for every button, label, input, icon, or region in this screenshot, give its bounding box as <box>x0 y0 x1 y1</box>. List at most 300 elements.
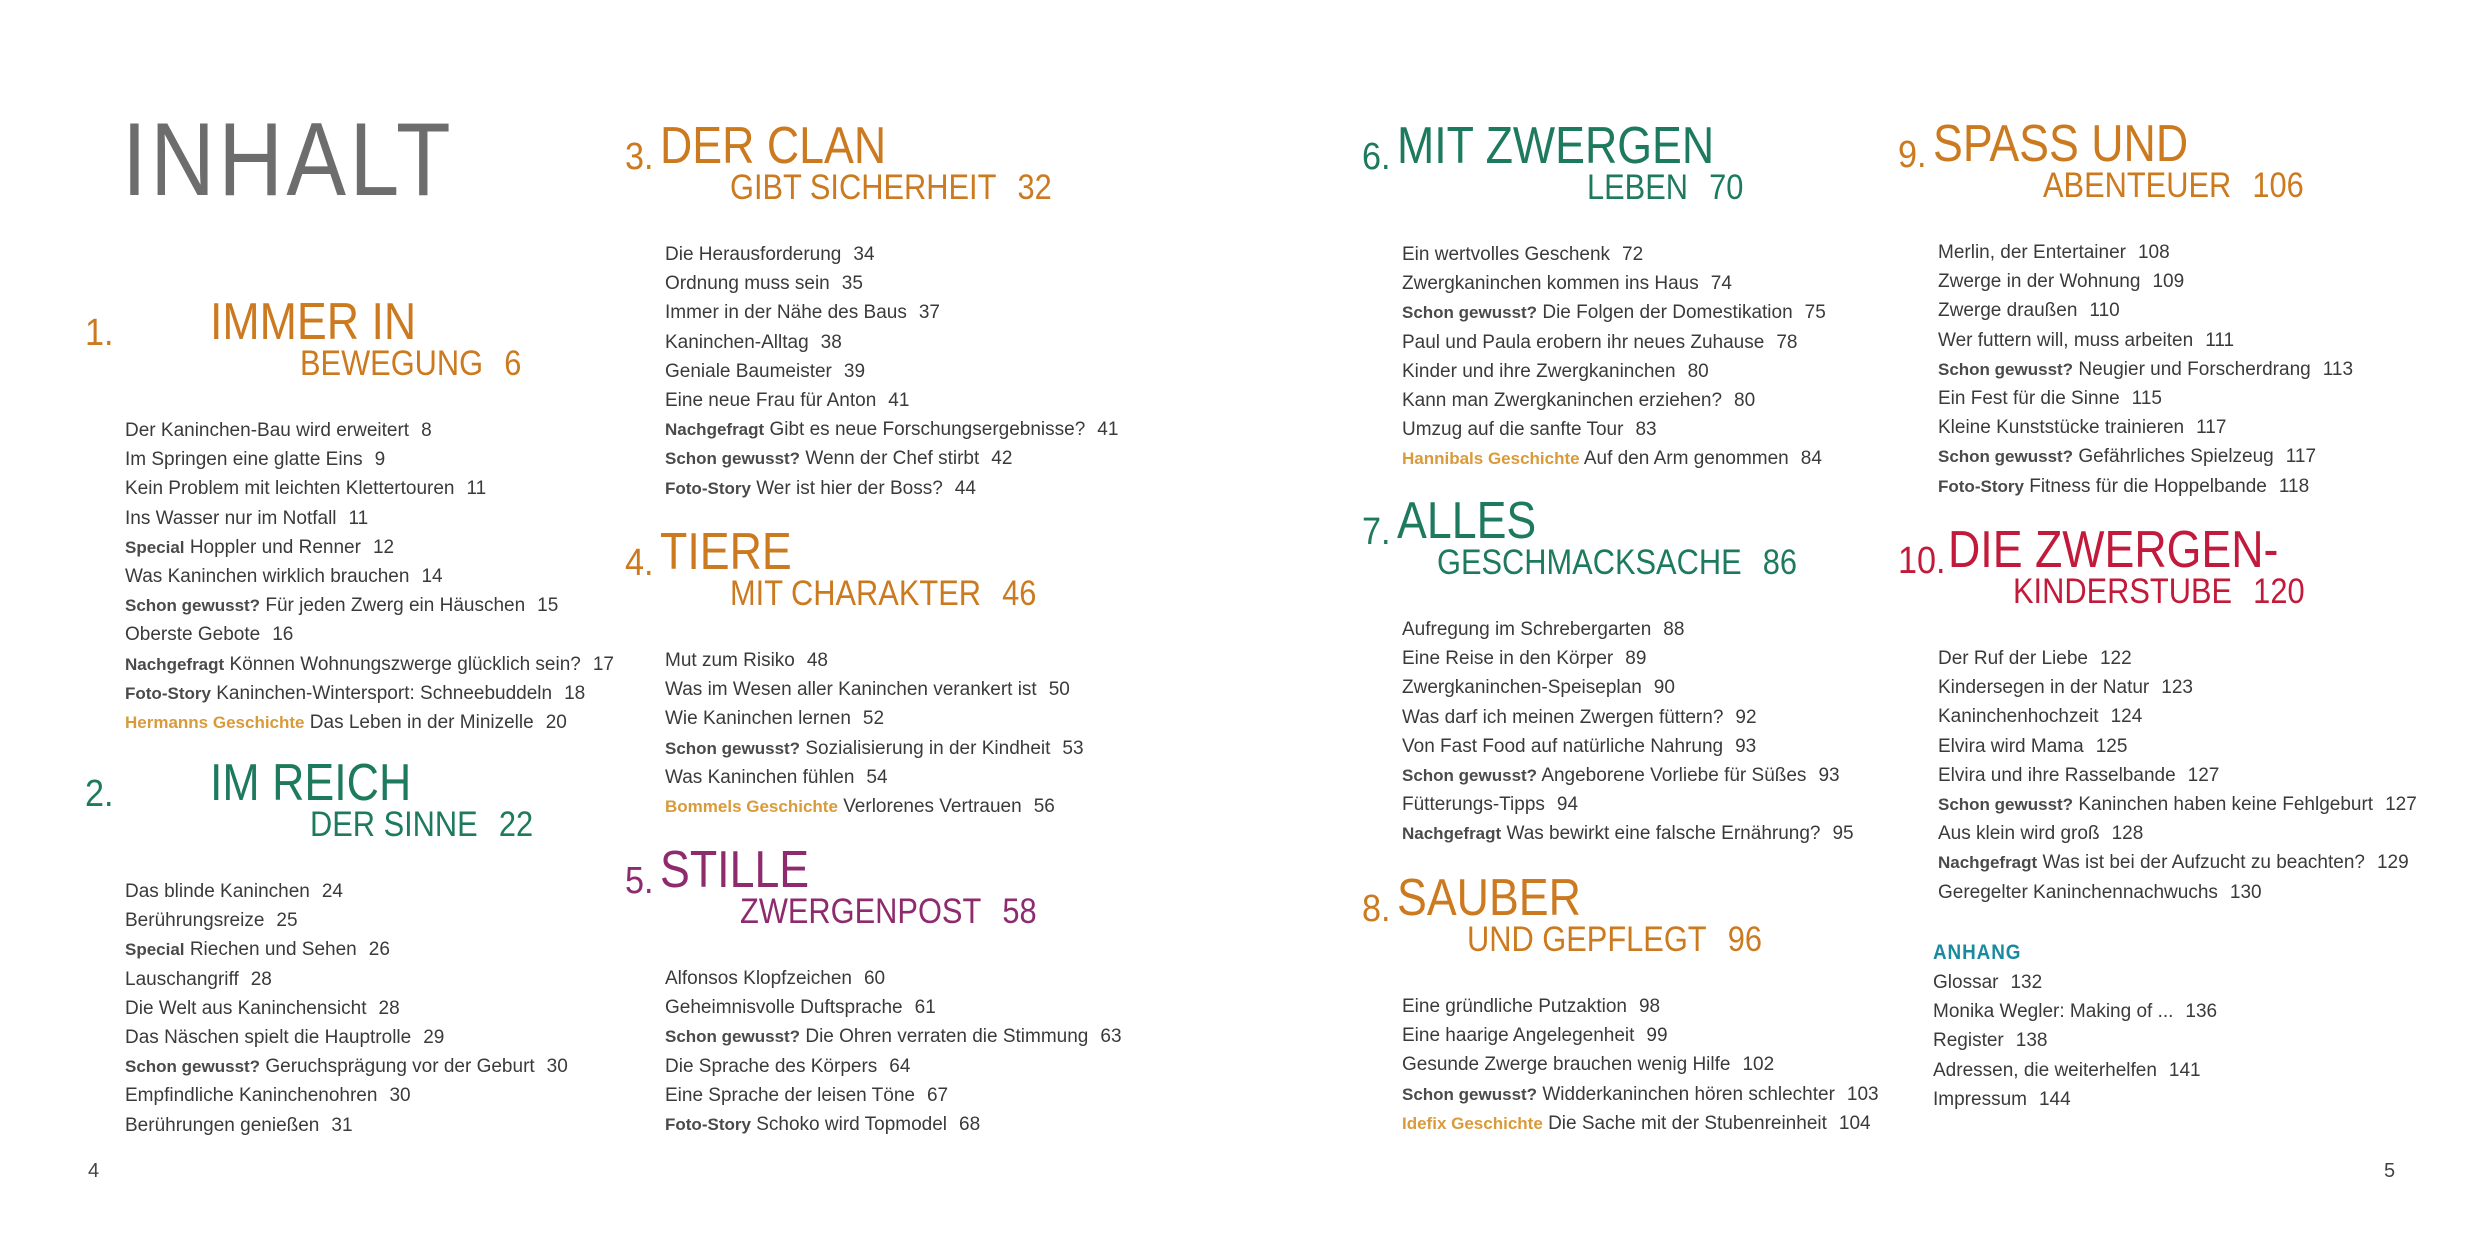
chapter-number: 7. <box>1362 511 1391 553</box>
toc-entry-title: Kein Problem mit leichten Klettertouren <box>125 478 455 500</box>
toc-entry[interactable] <box>125 562 614 591</box>
toc-entry-page: 14 <box>421 566 443 588</box>
toc-entry[interactable] <box>125 906 568 935</box>
toc-entry[interactable] <box>1402 673 1854 702</box>
toc-entry[interactable] <box>1402 732 1854 761</box>
section-label: Foto-Story <box>665 478 751 498</box>
toc-entry-page: 118 <box>2278 475 2310 497</box>
toc-entry[interactable] <box>1938 790 2417 819</box>
toc-entry[interactable] <box>665 675 1084 704</box>
toc-entry-page: 30 <box>389 1085 411 1107</box>
toc-entry[interactable] <box>665 1110 1122 1139</box>
section-label: Schon gewusst? <box>1938 447 2074 467</box>
appendix-entry[interactable] <box>1933 1056 2217 1085</box>
toc-entry-title: Sozialisierung in der Kindheit <box>805 737 1051 759</box>
chapter-entry-list <box>665 646 1084 821</box>
toc-entry-title: Die Welt aus Kaninchensicht <box>125 997 367 1019</box>
appendix-entry-title: Impressum <box>1933 1088 2027 1110</box>
toc-entry-page: 110 <box>2089 300 2120 322</box>
toc-entry-page: 26 <box>368 939 390 961</box>
toc-entry-title: Kaninchenhochzeit <box>1938 706 2099 728</box>
chapter-number: 9. <box>1898 134 1927 176</box>
chapter-heading[interactable] <box>625 117 1118 240</box>
chapter-heading[interactable] <box>85 293 614 416</box>
chapter-entry-list <box>1938 644 2417 907</box>
toc-entry-title: Hoppler und Renner <box>189 536 361 558</box>
chapter-title-line1: TIERE <box>660 523 792 581</box>
appendix-entry-page: 132 <box>2010 972 2043 993</box>
toc-entry[interactable] <box>1402 328 1826 357</box>
section-label: Schon gewusst? <box>125 596 261 616</box>
toc-entry[interactable] <box>1402 992 1879 1021</box>
toc-entry-title: Kinder und ihre Zwergkaninchen <box>1402 360 1676 382</box>
chapter-title-line1: DIE ZWERGEN- <box>1948 521 2279 579</box>
toc-entry[interactable] <box>1938 384 2353 413</box>
toc-entry-title: Ordnung muss sein <box>665 273 830 295</box>
chapter-title-line2 <box>1587 170 1743 205</box>
toc-entry[interactable] <box>125 533 614 562</box>
chapter-heading[interactable] <box>1898 521 2417 644</box>
toc-entry[interactable] <box>125 877 568 906</box>
chapter-10 <box>1898 521 2417 907</box>
toc-entry-title: Im Springen eine glatte Eins <box>125 449 363 471</box>
chapter-title-line1: MIT ZWERGEN <box>1397 117 1715 175</box>
toc-entry-page: 41 <box>1097 419 1119 441</box>
chapter-number: 5. <box>625 860 654 902</box>
toc-entry-page: 108 <box>2137 242 2170 263</box>
chapter-subtitle: LEBEN <box>1587 168 1689 207</box>
chapter-subtitle: BEWEGUNG <box>300 344 484 383</box>
toc-entry[interactable] <box>665 357 1118 386</box>
toc-entry-page: 95 <box>1832 823 1854 845</box>
toc-entry[interactable] <box>125 679 614 708</box>
toc-entry[interactable] <box>665 646 1084 675</box>
chapter-title-line2 <box>1467 922 1762 957</box>
toc-entry-title: Ins Wasser nur im Notfall <box>125 507 337 529</box>
section-label: Special <box>125 940 185 960</box>
toc-entry[interactable] <box>665 734 1084 763</box>
toc-entry[interactable] <box>1938 819 2417 848</box>
toc-entry-title: Das Leben in der Minizelle <box>309 712 534 734</box>
toc-entry[interactable] <box>1938 296 2353 325</box>
chapter-number: 1. <box>85 312 114 354</box>
story-label: Hermanns Geschichte <box>125 713 305 733</box>
toc-entry[interactable] <box>125 1081 568 1110</box>
toc-entry-page: 72 <box>1622 244 1644 265</box>
appendix-entry-title: Register <box>1933 1030 2004 1052</box>
chapter-title-line1: STILLE <box>660 841 810 899</box>
toc-entry-title: Wenn der Chef stirbt <box>805 448 980 470</box>
toc-entry-title: Die Sache mit der Stubenreinheit <box>1548 1112 1827 1134</box>
chapter-entry-list <box>125 877 568 1140</box>
toc-entry-page: 90 <box>1653 677 1675 699</box>
appendix-entry[interactable] <box>1933 997 2217 1026</box>
chapter-heading[interactable] <box>1898 115 2353 238</box>
chapter-entry-list <box>1402 240 1826 474</box>
chapter-1 <box>85 293 614 737</box>
toc-entry-title: Das blinde Kaninchen <box>125 881 310 902</box>
toc-entry-page: 28 <box>378 997 400 1019</box>
toc-entry-page: 53 <box>1062 737 1084 759</box>
chapter-number: 6. <box>1362 136 1391 178</box>
section-label: Schon gewusst? <box>1938 795 2074 815</box>
toc-entry-page: 16 <box>272 624 294 646</box>
toc-entry-page: 127 <box>2385 794 2417 816</box>
toc-entry-page: 111 <box>2205 329 2235 351</box>
chapter-heading[interactable] <box>1362 492 1854 615</box>
toc-entry[interactable] <box>125 1111 568 1140</box>
chapter-title-line1: SPASS UND <box>1933 115 2189 173</box>
chapter-3 <box>625 117 1119 503</box>
toc-entry-title: Eine gründliche Putzaktion <box>1402 996 1627 1017</box>
toc-entry[interactable] <box>125 591 614 620</box>
chapter-2 <box>85 754 568 1140</box>
appendix-entry[interactable] <box>1933 1026 2217 1055</box>
toc-entry[interactable] <box>1938 878 2417 907</box>
toc-entry[interactable] <box>1938 472 2353 501</box>
toc-entry[interactable] <box>665 1022 1122 1051</box>
chapter-page-number: 106 <box>2252 166 2304 205</box>
chapter-number: 10. <box>1898 540 1946 582</box>
toc-entry-title: Schoko wird Topmodel <box>756 1114 948 1136</box>
chapter-4 <box>625 523 1084 821</box>
toc-entry[interactable] <box>1402 644 1854 673</box>
appendix-heading: ANHANG <box>1933 941 2022 964</box>
toc-entry-title: Was Kaninchen fühlen <box>665 766 855 788</box>
toc-entry-page: 38 <box>820 331 842 353</box>
toc-entry[interactable] <box>665 298 1118 327</box>
toc-entry-title: Zwerge draußen <box>1938 300 2078 322</box>
toc-entry-title: Wer ist hier der Boss? <box>756 477 943 499</box>
appendix-entry-title: Monika Wegler: Making of ... <box>1933 1001 2174 1023</box>
toc-entry[interactable] <box>1938 326 2353 355</box>
toc-entry[interactable] <box>125 994 568 1023</box>
toc-entry-title: Empfindliche Kaninchenohren <box>125 1085 378 1107</box>
toc-entry[interactable] <box>665 1081 1122 1110</box>
section-label: Special <box>125 537 185 557</box>
toc-entry-title: Für jeden Zwerg ein Häuschen <box>265 595 526 617</box>
toc-entry[interactable] <box>665 328 1118 357</box>
chapter-entry-list <box>665 240 1118 503</box>
section-label: Schon gewusst? <box>1402 303 1538 323</box>
toc-entry[interactable] <box>125 650 614 679</box>
toc-entry-page: 93 <box>1735 735 1757 757</box>
chapter-subtitle: UND GEPFLEGT <box>1467 920 1707 959</box>
toc-entry-page: 67 <box>926 1084 949 1106</box>
appendix-entry-page: 141 <box>2168 1059 2201 1081</box>
toc-entry-title: Wie Kaninchen lernen <box>665 708 851 730</box>
appendix-entry-title: Glossar <box>1933 972 1999 993</box>
appendix-entry[interactable] <box>1933 968 2217 997</box>
toc-entry[interactable] <box>1938 238 2353 267</box>
page-number-right: 5 <box>2384 1160 2396 1182</box>
toc-entry[interactable] <box>665 415 1118 444</box>
toc-entry-page: 41 <box>888 390 910 412</box>
toc-entry-page: 31 <box>331 1114 353 1136</box>
toc-entry[interactable] <box>1938 355 2353 384</box>
toc-entry[interactable] <box>1402 1050 1879 1079</box>
toc-entry-title: Was ist bei der Aufzucht zu beachten? <box>2042 852 2365 874</box>
chapter-heading[interactable] <box>1362 117 1826 240</box>
toc-entry[interactable] <box>1938 673 2417 702</box>
toc-entry-page: 25 <box>276 910 298 932</box>
page-number-left: 4 <box>88 1160 100 1182</box>
toc-entry-title: Die Ohren verraten die Stimmung <box>805 1026 1089 1048</box>
chapter-title-line1: IMMER IN <box>210 293 417 351</box>
chapter-6 <box>1362 117 1826 474</box>
toc-entry-page: 102 <box>1742 1054 1775 1076</box>
toc-entry[interactable] <box>1938 848 2417 877</box>
toc-entry[interactable] <box>1938 413 2353 442</box>
chapter-9 <box>1898 115 2354 501</box>
toc-entry-title: Alfonsos Klopfzeichen <box>665 968 852 989</box>
section-label: Schon gewusst? <box>125 1057 261 1077</box>
toc-entry[interactable] <box>665 386 1118 415</box>
toc-entry-page: 64 <box>889 1055 911 1077</box>
toc-entry-title: Eine neue Frau für Anton <box>665 390 877 412</box>
page-title: INHALT <box>122 102 455 218</box>
toc-entry-page: 8 <box>421 420 432 441</box>
toc-entry[interactable] <box>1938 702 2417 731</box>
toc-entry-title: Lauschangriff <box>125 968 239 990</box>
toc-entry-title: Neugier und Forscherdrang <box>2078 358 2311 380</box>
chapter-subtitle: MIT CHARAKTER <box>730 574 981 613</box>
toc-entry-page: 34 <box>853 244 875 265</box>
appendix-entry-page: 136 <box>2185 1001 2218 1023</box>
chapter-subtitle: KINDERSTUBE <box>2013 572 2233 611</box>
toc-entry-page: 18 <box>564 682 586 704</box>
toc-entry-page: 9 <box>374 449 386 471</box>
toc-entry[interactable] <box>1402 415 1826 444</box>
toc-entry-page: 11 <box>466 478 487 500</box>
toc-entry[interactable] <box>665 704 1084 733</box>
section-label: Schon gewusst? <box>1402 766 1538 786</box>
section-label: Nachgefragt <box>1402 824 1502 844</box>
toc-entry-page: 128 <box>2111 823 2144 845</box>
toc-entry-title: Merlin, der Entertainer <box>1938 242 2126 263</box>
toc-entry[interactable] <box>125 965 568 994</box>
toc-entry-page: 20 <box>545 712 567 734</box>
toc-entry[interactable] <box>1402 386 1826 415</box>
chapter-entry-list <box>1402 615 1854 849</box>
chapter-subtitle: ABENTEUER <box>2043 166 2232 205</box>
section-label: Foto-Story <box>125 683 211 703</box>
toc-entry[interactable] <box>125 504 614 533</box>
toc-entry-page: 125 <box>2095 735 2128 757</box>
chapter-title-line2 <box>2013 574 2305 609</box>
toc-entry[interactable] <box>1938 267 2353 296</box>
toc-entry[interactable] <box>125 1052 568 1081</box>
toc-entry-page: 17 <box>592 653 614 675</box>
toc-entry[interactable] <box>665 792 1084 821</box>
toc-entry-title: Was im Wesen aller Kaninchen verankert ist <box>665 679 1037 701</box>
toc-entry-title: Umzug auf die sanfte Tour <box>1402 419 1624 441</box>
chapter-entry-list <box>665 964 1122 1139</box>
toc-entry-page: 74 <box>1710 273 1732 295</box>
toc-entry[interactable] <box>1402 298 1826 327</box>
chapter-number: 8. <box>1362 888 1391 930</box>
toc-entry-title: Zwergkaninchen kommen ins Haus <box>1402 273 1699 295</box>
toc-entry-title: Elvira wird Mama <box>1938 735 2084 757</box>
toc-entry-page: 30 <box>546 1056 568 1078</box>
toc-entry[interactable] <box>1402 269 1826 298</box>
chapter-page-number: 120 <box>2253 572 2305 611</box>
toc-entry-title: Berührungen genießen <box>125 1114 320 1136</box>
toc-entry-title: Zwergkaninchen-Speiseplan <box>1402 677 1642 699</box>
toc-entry-title: Eine haarige Angelegenheit <box>1402 1025 1635 1047</box>
chapter-entry-list <box>1402 992 1879 1138</box>
toc-entry-title: Ein Fest für die Sinne <box>1938 388 2120 410</box>
toc-entry[interactable] <box>1402 1109 1879 1138</box>
toc-entry-page: 104 <box>1838 1112 1871 1134</box>
section-label: Nachgefragt <box>125 654 225 674</box>
toc-entry[interactable] <box>665 474 1118 503</box>
chapter-subtitle: ZWERGENPOST <box>740 892 982 931</box>
toc-entry-page: 123 <box>2161 677 2193 699</box>
chapter-7 <box>1362 492 1854 849</box>
toc-entry-page: 37 <box>918 302 940 324</box>
toc-entry[interactable] <box>1402 615 1854 644</box>
chapter-title-line1: ALLES <box>1397 492 1537 550</box>
toc-entry-page: 11 <box>348 507 369 529</box>
toc-entry[interactable] <box>665 964 1122 993</box>
toc-entry[interactable] <box>1938 732 2417 761</box>
chapter-title-line1: IM REICH <box>210 754 412 812</box>
toc-entry-page: 103 <box>1846 1083 1879 1105</box>
toc-entry[interactable] <box>1402 790 1854 819</box>
toc-entry-title: Verlorenes Vertrauen <box>843 796 1022 818</box>
section-label: Schon gewusst? <box>665 738 801 758</box>
section-label: Foto-Story <box>1938 476 2024 496</box>
chapter-heading[interactable] <box>1362 869 1879 992</box>
toc-entry-title: Geheimnisvolle Duftsprache <box>665 997 903 1019</box>
chapter-heading[interactable] <box>625 523 1084 646</box>
toc-entry-title: Zwerge in der Wohnung <box>1938 271 2141 293</box>
toc-entry-title: Von Fast Food auf natürliche Nahrung <box>1402 735 1724 757</box>
toc-entry-title: Geruchsprägung vor der Geburt <box>265 1056 535 1078</box>
toc-entry-page: 78 <box>1776 331 1798 353</box>
toc-entry[interactable] <box>125 445 614 474</box>
toc-entry-title: Angeborene Vorliebe für Süßes <box>1541 765 1807 787</box>
chapter-heading[interactable] <box>625 841 1122 964</box>
appendix-entry[interactable] <box>1933 1085 2217 1114</box>
toc-entry[interactable] <box>1402 819 1854 848</box>
toc-entry[interactable] <box>665 993 1122 1022</box>
toc-entry-title: Kleine Kunststücke trainieren <box>1938 417 2185 439</box>
toc-entry[interactable] <box>1938 442 2353 471</box>
toc-entry-page: 94 <box>1556 794 1579 816</box>
toc-entry-title: Eine Reise in den Körper <box>1402 648 1614 670</box>
toc-entry[interactable] <box>665 1052 1122 1081</box>
story-label: Hannibals Geschichte <box>1402 449 1580 469</box>
toc-entry-page: 39 <box>843 360 866 382</box>
toc-entry-title: Der Ruf der Liebe <box>1938 648 2088 669</box>
toc-entry[interactable] <box>1402 761 1854 790</box>
chapter-subtitle: GIBT SICHERHEIT <box>730 168 997 207</box>
toc-entry-page: 124 <box>2110 706 2143 728</box>
toc-entry-page: 50 <box>1048 679 1070 701</box>
chapter-subtitle: DER SINNE <box>310 805 478 844</box>
chapter-heading[interactable] <box>85 754 568 877</box>
toc-entry-title: Können Wohnungszwerge glücklich sein? <box>229 653 581 675</box>
toc-entry[interactable] <box>665 240 1118 269</box>
toc-entry-page: 83 <box>1635 419 1657 441</box>
toc-entry[interactable] <box>1402 1021 1879 1050</box>
toc-entry-title: Kaninchen haben keine Fehlgeburt <box>2078 794 2374 816</box>
toc-entry[interactable] <box>1938 761 2417 790</box>
toc-entry-title: Mut zum Risiko <box>665 650 795 671</box>
story-label: Idefix Geschichte <box>1402 1113 1543 1133</box>
toc-entry-title: Gefährliches Spielzeug <box>2078 446 2274 468</box>
toc-entry-title: Geregelter Kaninchennachwuchs <box>1938 881 2218 903</box>
toc-entry-title: Widderkaninchen hören schlechter <box>1542 1083 1835 1105</box>
chapter-number: 3. <box>625 136 654 178</box>
toc-entry-title: Die Herausforderung <box>665 244 842 265</box>
toc-entry-title: Geniale Baumeister <box>665 360 832 382</box>
chapter-entry-list <box>125 416 614 737</box>
toc-entry-page: 56 <box>1033 796 1055 818</box>
toc-entry[interactable] <box>125 620 614 649</box>
toc-entry[interactable] <box>125 935 568 964</box>
toc-entry-title: Die Folgen der Domestikation <box>1542 302 1793 324</box>
toc-entry-page: 109 <box>2152 271 2185 293</box>
toc-entry-page: 113 <box>2322 358 2354 380</box>
toc-entry-page: 42 <box>991 448 1013 470</box>
chapter-title-line2 <box>300 346 521 381</box>
chapter-page-number: 46 <box>1002 574 1037 613</box>
toc-entry[interactable] <box>665 763 1084 792</box>
toc-entry[interactable] <box>1402 444 1826 473</box>
toc-entry-title: Was bewirkt eine falsche Ernährung? <box>1506 823 1821 845</box>
toc-entry[interactable] <box>1402 357 1826 386</box>
toc-entry[interactable] <box>125 474 614 503</box>
section-label: Schon gewusst? <box>1402 1084 1538 1104</box>
chapter-title-line2 <box>730 170 1052 205</box>
toc-entry-page: 28 <box>250 968 272 990</box>
toc-entry-title: Aufregung im Schrebergarten <box>1402 619 1652 640</box>
toc-entry-page: 117 <box>2196 417 2227 439</box>
section-label: Foto-Story <box>665 1115 751 1135</box>
toc-entry-page: 12 <box>372 536 395 558</box>
toc-entry-title: Elvira und ihre Rasselbande <box>1938 764 2176 786</box>
toc-entry-title: Wer futtern will, muss arbeiten <box>1938 329 2194 351</box>
toc-entry[interactable] <box>1402 1080 1879 1109</box>
toc-entry-title: Der Kaninchen-Bau wird erweitert <box>125 420 410 441</box>
chapter-8 <box>1362 869 1879 1138</box>
appendix <box>1933 938 2217 1114</box>
toc-entry-page: 48 <box>806 650 828 671</box>
section-label: Nachgefragt <box>665 420 765 440</box>
toc-entry[interactable] <box>665 444 1118 473</box>
toc-entry-title: Was Kaninchen wirklich brauchen <box>125 566 410 588</box>
toc-entry-page: 93 <box>1818 765 1840 787</box>
toc-entry-page: 89 <box>1625 648 1647 670</box>
toc-entry-title: Fitness für die Hoppelbande <box>2029 475 2267 497</box>
toc-entry-page: 98 <box>1638 996 1661 1017</box>
toc-entry[interactable] <box>1402 240 1826 269</box>
toc-entry[interactable] <box>1938 644 2417 673</box>
toc-entry-page: 80 <box>1687 360 1709 382</box>
toc-entry[interactable] <box>665 269 1118 298</box>
toc-entry[interactable] <box>125 708 614 737</box>
chapter-page-number: 58 <box>1002 892 1037 931</box>
toc-entry-page: 61 <box>914 997 936 1019</box>
toc-entry[interactable] <box>1402 703 1854 732</box>
toc-entry[interactable] <box>125 1023 568 1052</box>
toc-entry-page: 29 <box>423 1027 445 1049</box>
toc-entry-title: Paul und Paula erobern ihr neues Zuhause <box>1402 331 1765 353</box>
toc-entry[interactable] <box>125 416 614 445</box>
